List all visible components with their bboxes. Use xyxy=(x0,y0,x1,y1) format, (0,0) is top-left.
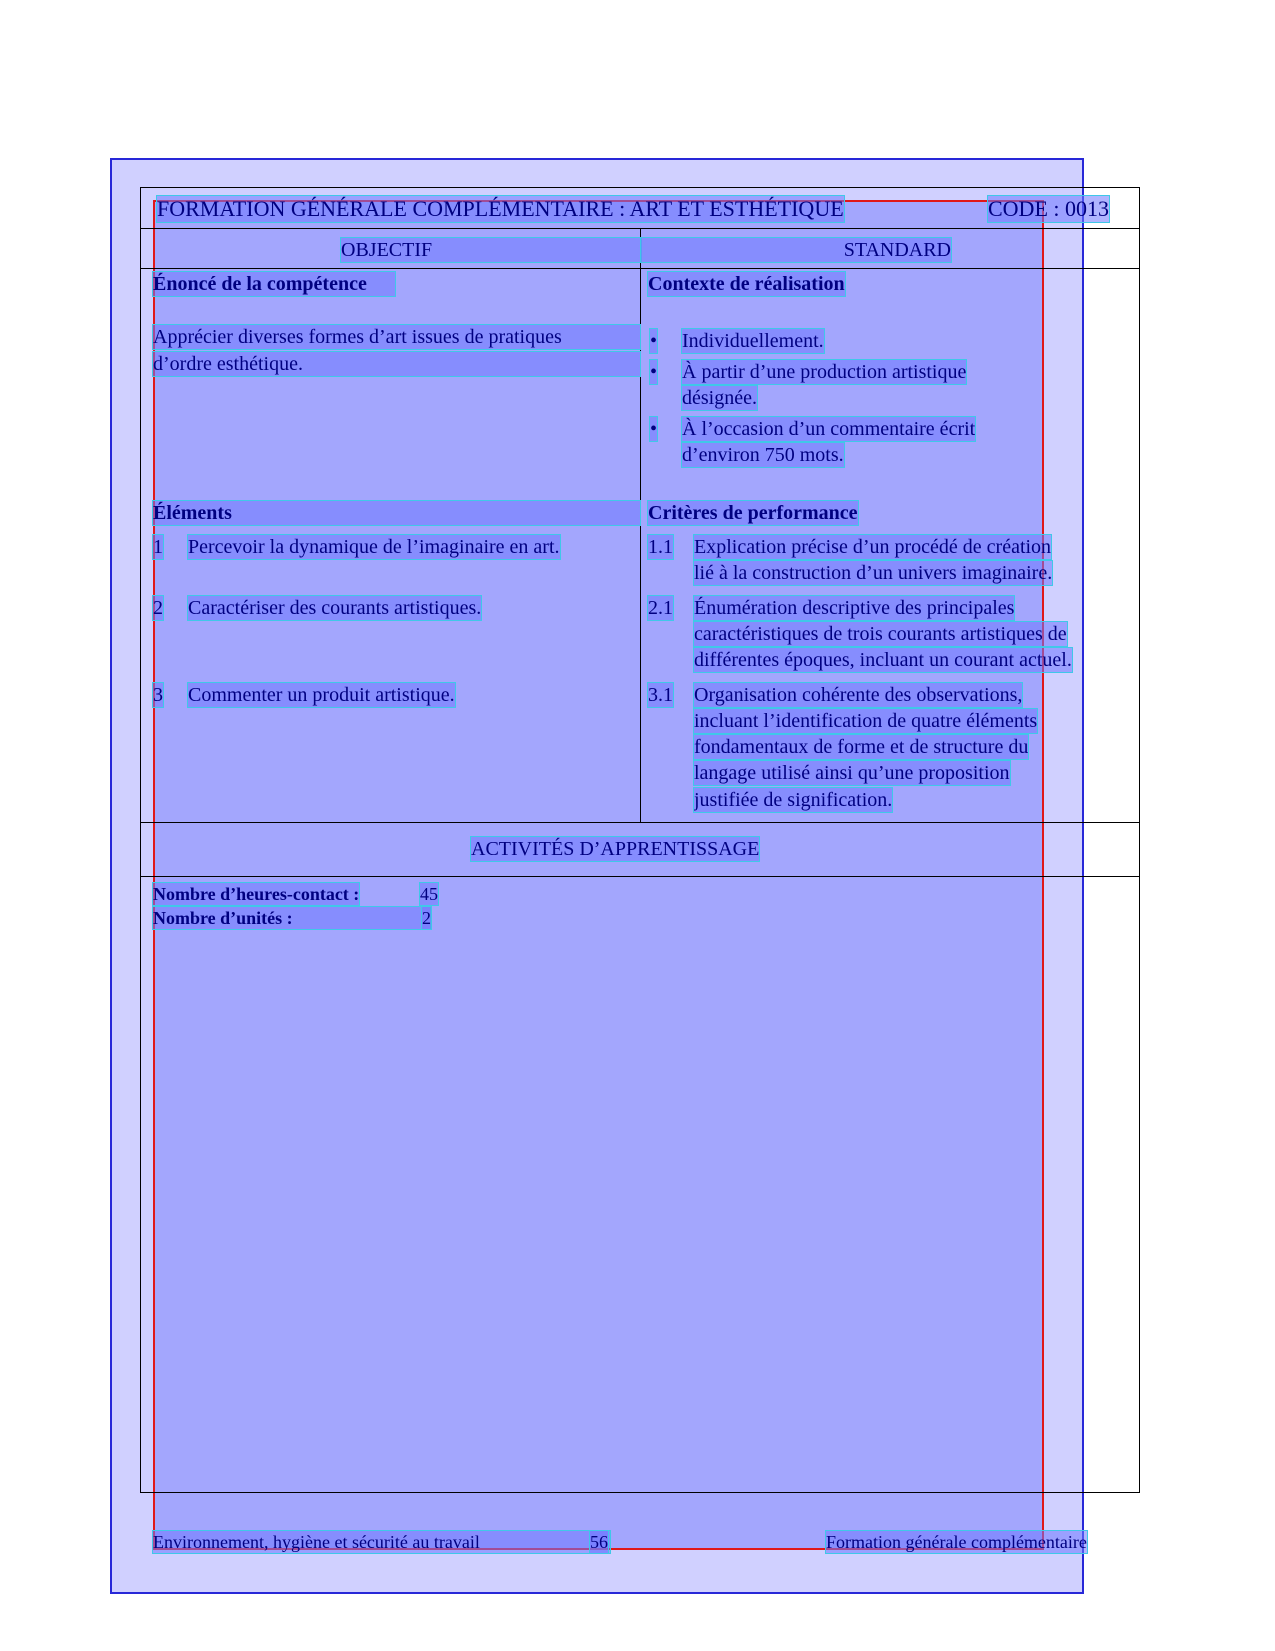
competence-line-1: Apprécier diverses formes d’art issues de pratiques xyxy=(153,325,640,349)
units-label: Nombre d’unités : xyxy=(153,907,430,929)
course-code: CODE : 0013 xyxy=(988,196,1109,221)
column-header-standard: STANDARD xyxy=(641,238,951,262)
critere-line: justifiée de signification. xyxy=(694,789,893,811)
form-title: FORMATION GÉNÉRALE COMPLÉMENTAIRE : ART ET ESTHÉTIQUE xyxy=(157,196,844,221)
contexte-item-3-line-1: À l’occasion d’un commentaire écrit xyxy=(682,418,976,440)
bullet-icon: • xyxy=(650,330,658,352)
footer-left: Environnement, hygiène et sécurité au travail xyxy=(153,1531,610,1553)
contexte-item-1: Individuellement. xyxy=(682,330,824,352)
critere-number: 1.1 xyxy=(648,536,673,558)
hours-label: Nombre d’heures-contact : xyxy=(153,884,360,904)
critere-line: Organisation cohérente des observations, xyxy=(694,684,1023,706)
activities-heading: ACTIVITÉS D’APPRENTISSAGE xyxy=(471,838,760,860)
contexte-item-2-line-1: À partir d’une production artistique xyxy=(682,361,967,383)
contexte-item-2-line-2: désignée. xyxy=(682,387,757,409)
criteres-heading: Critères de performance xyxy=(648,502,858,524)
critere-line: différentes époques, incluant un courant actuel. xyxy=(694,649,1072,671)
element-number: 3 xyxy=(153,684,163,706)
critere-number: 3.1 xyxy=(648,684,673,706)
critere-number: 2.1 xyxy=(648,597,673,619)
critere-line: lié à la construction d’un univers imaginaire. xyxy=(694,562,1053,584)
column-divider xyxy=(640,228,641,823)
competence-heading: Énoncé de la compétence xyxy=(153,272,395,296)
critere-line: incluant l’identification de quatre éléments xyxy=(694,710,1038,732)
element-text: Percevoir la dynamique de l’imaginaire en art. xyxy=(188,536,560,558)
contexte-heading: Contexte de réalisation xyxy=(648,273,845,295)
critere-line: Explication précise d’un procédé de création xyxy=(694,536,1052,558)
element-text: Commenter un produit artistique. xyxy=(188,684,455,706)
contexte-item-3-line-2: d’environ 750 mots. xyxy=(682,444,844,466)
bullet-icon: • xyxy=(650,361,658,383)
elements-heading: Éléments xyxy=(153,501,640,525)
element-number: 1 xyxy=(153,536,163,558)
element-text: Caractériser des courants artistiques. xyxy=(188,597,482,619)
critere-line: caractéristiques de trois courants artistiques de xyxy=(694,623,1067,645)
element-number: 2 xyxy=(153,597,163,619)
page-number: 56 xyxy=(590,1532,608,1552)
critere-line: langage utilisé ainsi qu’une proposition xyxy=(694,762,1010,784)
hours-value: 45 xyxy=(420,884,438,904)
critere-line: Énumération descriptive des principales xyxy=(694,597,1015,619)
rule-under-activities xyxy=(140,876,1140,877)
footer-right: Formation générale complémentaire xyxy=(826,1532,1087,1552)
competence-line-2: d’ordre esthétique. xyxy=(153,352,640,376)
critere-line: fondamentaux de forme et de structure du xyxy=(694,736,1029,758)
bullet-icon: • xyxy=(650,418,658,440)
column-header-objectif: OBJECTIF xyxy=(341,238,641,262)
units-value: 2 xyxy=(422,908,431,928)
